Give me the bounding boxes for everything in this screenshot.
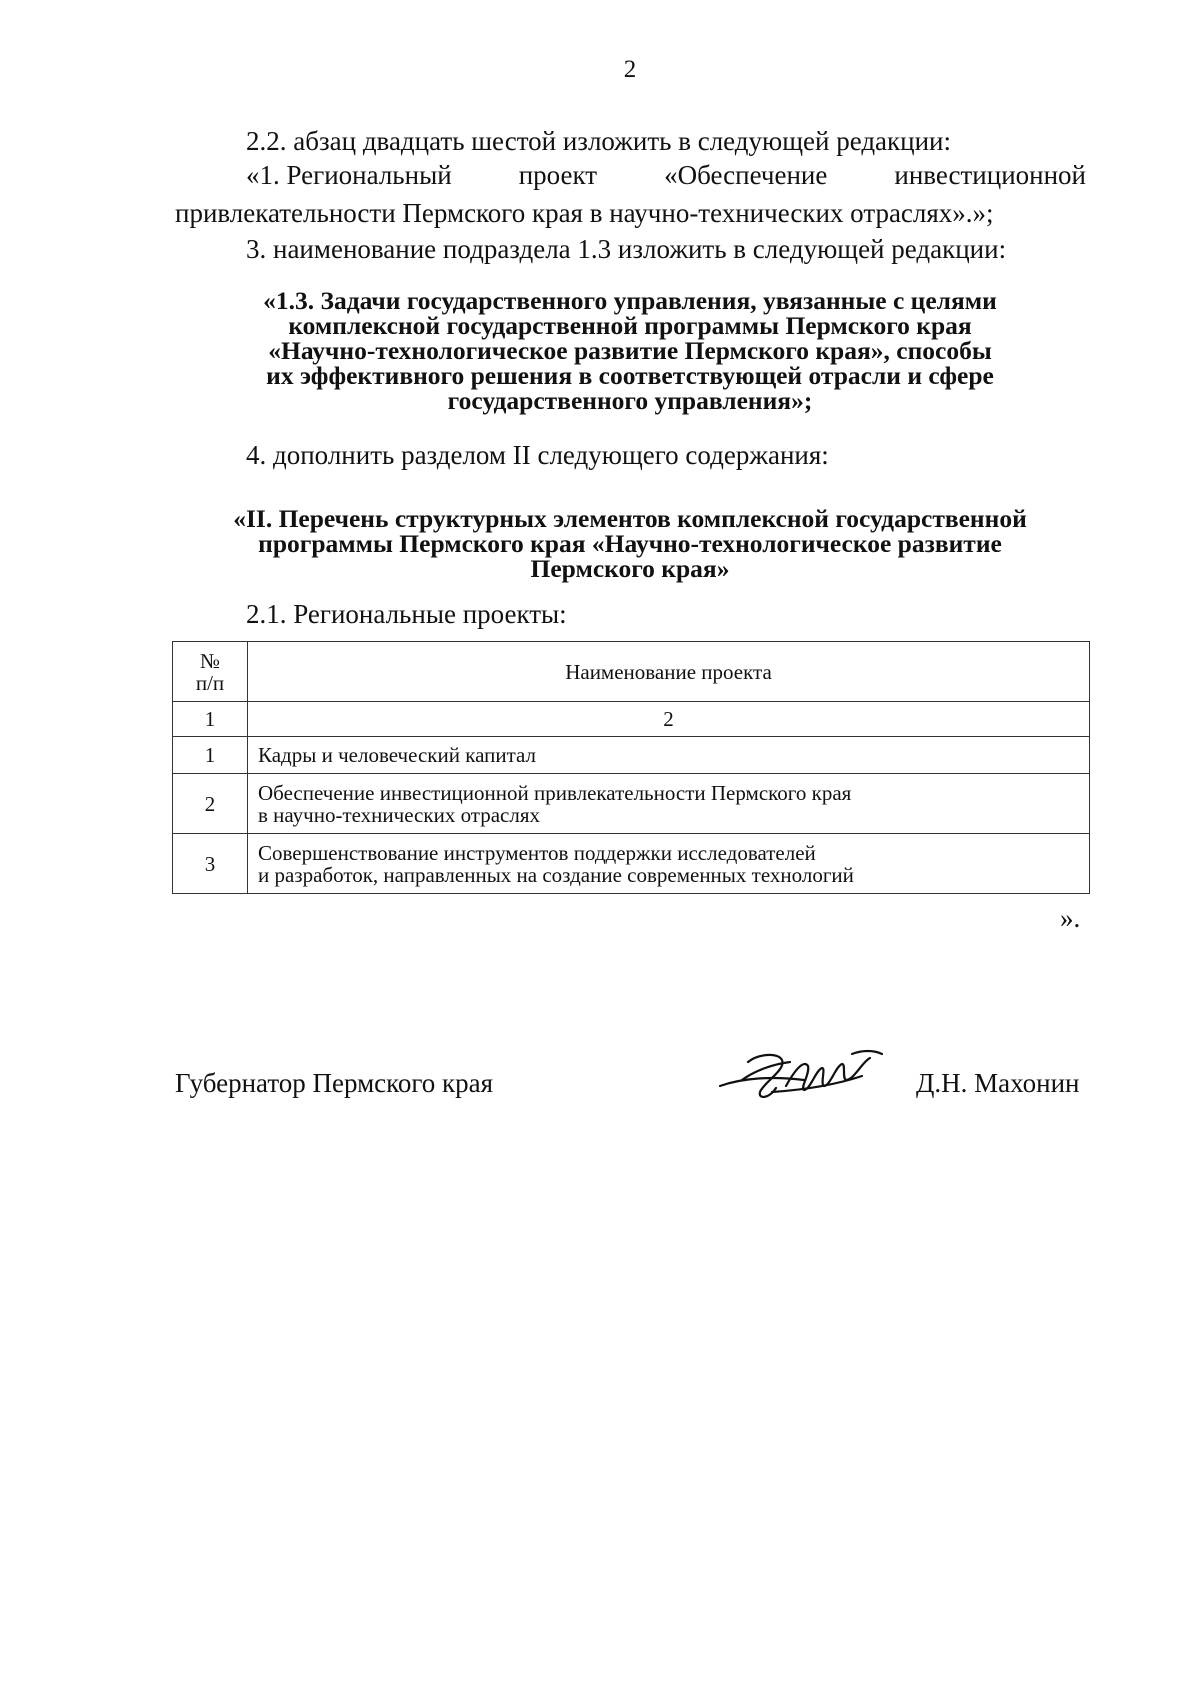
signatory-position: Губернатор Пермского края — [175, 1068, 494, 1098]
row-name-cell — [248, 774, 1090, 834]
handwritten-signature — [712, 1040, 892, 1110]
heading-line: государственного управления»; — [447, 386, 813, 415]
heading-II — [150, 506, 1110, 581]
row-name-line: и разработок, направленных на создание современных технологий — [258, 862, 854, 887]
header-num-cell — [173, 642, 248, 702]
heading-line: комплексной государственной программы Пермского края — [288, 311, 972, 340]
quote-word: инвестиционной — [894, 160, 1086, 190]
heading-1-3 — [150, 288, 1110, 413]
paragraph-4: 4. дополнить разделом II следующего содержания: — [246, 440, 829, 470]
quote-word: «1. Региональный — [246, 160, 452, 190]
paragraph-2-1: 2.1. Региональные проекты: — [246, 599, 567, 629]
page-number: 2 — [623, 56, 637, 83]
quote-line-1 — [246, 158, 1086, 192]
index-cell: 2 — [248, 702, 1090, 737]
signatory-name: Д.Н. Махонин — [916, 1068, 1080, 1098]
row-name-cell — [248, 834, 1090, 894]
table-row — [173, 834, 1090, 894]
closing-quote-mark: ». — [1060, 903, 1081, 933]
paragraph-2-2: 2.2. абзац двадцать шестой изложить в следующей редакции: — [246, 126, 952, 156]
row-num-cell: 1 — [173, 737, 248, 774]
row-name-line: Обеспечение инвестиционной привлекательности Пермского края — [258, 780, 852, 805]
heading-line: «Научно-технологическое развитие Пермского края», способы — [268, 336, 992, 365]
table-row — [173, 774, 1090, 834]
heading-line: «II. Перечень структурных элементов комплексной государственной — [233, 504, 1027, 533]
index-cell: 1 — [173, 702, 248, 737]
quote-word: «Обеспечение — [664, 160, 828, 190]
row-name-line: в научно-технических отраслях — [258, 802, 541, 827]
header-num-label: п/п — [195, 670, 225, 695]
row-name-line: Совершенствование инструментов поддержки исследователей — [258, 840, 816, 865]
header-name-cell: Наименование проекта — [248, 642, 1090, 702]
row-num-cell: 3 — [173, 834, 248, 894]
row-name-line: Кадры и человеческий капитал — [258, 743, 537, 767]
heading-line: их эффективного решения в соответствующей отрасли и сфере — [266, 361, 994, 390]
heading-line: программы Пермского края «Научно-технологическое развитие — [258, 529, 1002, 558]
heading-line: Пермского края» — [530, 554, 730, 583]
paragraph-3: 3. наименование подраздела 1.3 изложить в следующей редакции: — [246, 234, 1007, 264]
quote-line-2: привлекательности Пермского края в научно-технических отраслях».»; — [175, 198, 994, 228]
quote-word: проект — [518, 160, 598, 190]
header-num-symbol: № — [199, 648, 221, 673]
row-name-cell — [248, 737, 1090, 774]
projects-table — [172, 641, 1090, 894]
table-index-row — [173, 702, 1090, 737]
table-header-row — [173, 642, 1090, 702]
heading-line: «1.3. Задачи государственного управления, увязанные с целями — [263, 286, 997, 315]
row-num-cell: 2 — [173, 774, 248, 834]
table-row — [173, 737, 1090, 774]
